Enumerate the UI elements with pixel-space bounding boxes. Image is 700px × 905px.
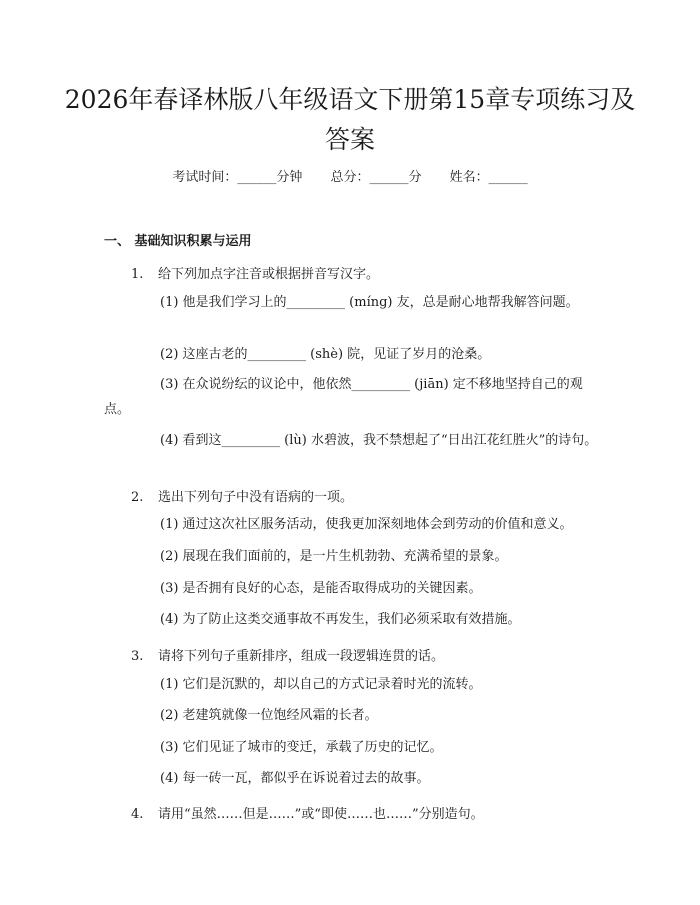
sub-item: (2) 老建筑就像一位饱经风霜的长者。 [160,708,378,723]
sub-item: (1) 通过这次社区服务活动，使我更加深刻地体会到劳动的价值和意义。 [160,517,573,532]
sub-item: (3) 是否拥有良好的心态，是能否取得成功的关键因素。 [160,581,482,596]
sub-item: (2) 展现在我们面前的，是一片生机勃勃、充满希望的景象。 [160,549,508,564]
question-text: 请将下列句子重新排序，组成一段逻辑连贯的话。 [158,649,445,664]
sub-item: (1) 它们是沉默的，却以自己的方式记录着时光的流转。 [160,677,482,692]
sub-item: (4) 每一砖一瓦，都似乎在诉说着过去的故事。 [160,771,430,786]
exam-meta [0,166,700,185]
question-number: 3. [131,649,144,664]
sub-item: (1) 他是我们学习上的_________ (míng) 友，总是耐心地帮我解答问题。 [160,295,579,310]
sub-item: (3) 它们见证了城市的变迁，承载了历史的记忆。 [160,740,443,755]
section-heading: 一、 基础知识积累与运用 [104,234,252,249]
question-3 [131,645,444,664]
sub-item: (4) 看到这_________ (lù) 水碧波，我不禁想起了“日出江花红胜火”的诗句。 [160,433,598,448]
question-text: 选出下列句子中没有语病的一项。 [158,490,354,505]
question-2 [131,486,353,505]
question-1 [131,263,379,282]
exam-time: 考试时间：______分钟 [172,170,303,185]
sub-item: (2) 这座古老的_________ (shè) 院，见证了岁月的沧桑。 [160,347,491,362]
exam-score: 总分：______分 [330,170,422,185]
question-number: 1. [131,267,144,282]
exam-name: 姓名：______ [449,170,528,185]
question-number: 2. [131,490,144,505]
question-text: 请用“虽然……但是……”或“即使……也……”分别造句。 [158,807,484,822]
sub-item: (4) 为了防止这类交通事故不再发生，我们必须采取有效措施。 [160,612,521,627]
document-title: 2026年春译林版八年级语文下册第15章专项练习及答案 [64,85,636,154]
question-text: 给下列加点字注音或根据拼音写汉字。 [158,267,380,282]
sub-item: (3) 在众说纷纭的议论中，他依然_________ (jiān) 定不移地坚持自己的观点。 [104,377,583,417]
question-4 [131,803,484,822]
question-number: 4. [131,807,144,822]
